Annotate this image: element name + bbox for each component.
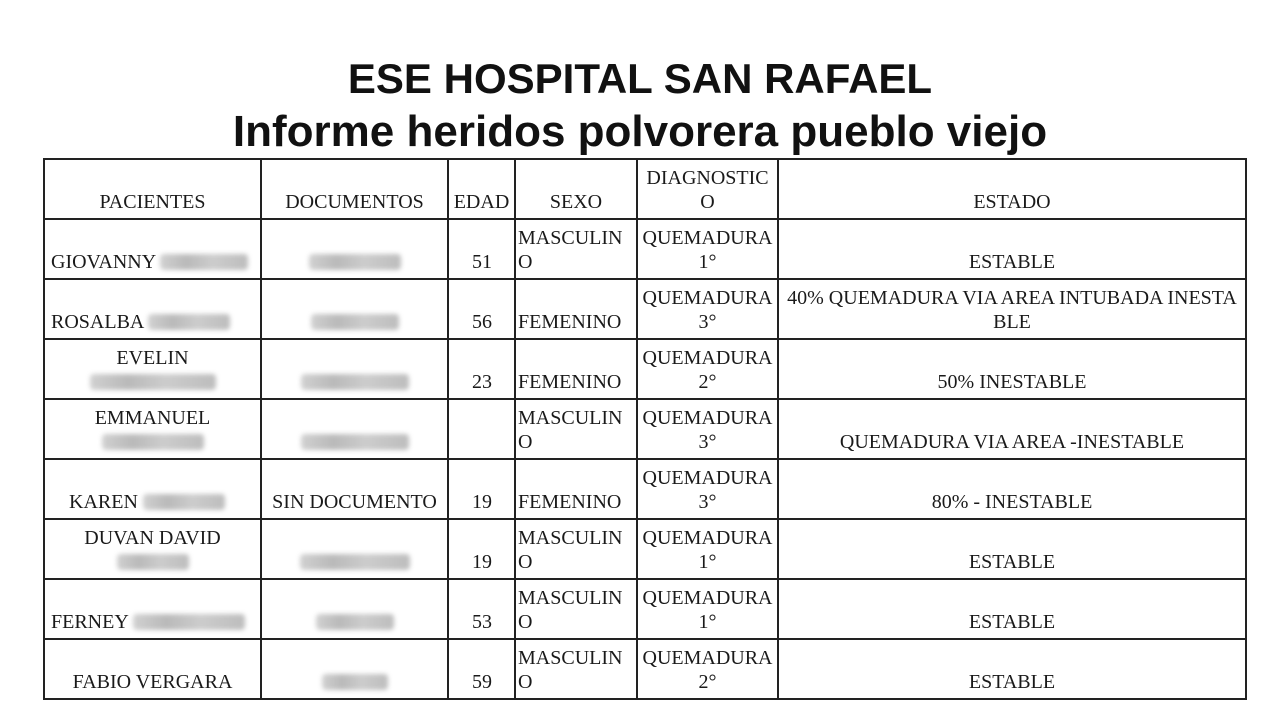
document-cell	[261, 339, 448, 399]
redacted-surname	[90, 374, 216, 390]
sex-cell: MASCULINO	[515, 519, 637, 579]
header-estado: ESTADO	[778, 159, 1246, 219]
diagnosis-cell: QUEMADURA3°	[637, 279, 778, 339]
header-edad: EDAD	[448, 159, 515, 219]
redacted-document	[316, 614, 394, 630]
sex-cell: MASCULINO	[515, 399, 637, 459]
document-cell: SIN DOCUMENTO	[261, 459, 448, 519]
redacted-surname	[160, 254, 248, 270]
diagnosis-cell: QUEMADURA 2°	[637, 639, 778, 699]
redacted-document	[301, 374, 409, 390]
patient-name-cell	[44, 279, 261, 339]
document-cell	[261, 639, 448, 699]
patient-name-cell	[44, 639, 261, 699]
header-diagnostico: DIAGNOSTICO	[637, 159, 778, 219]
age-cell: 19	[448, 459, 515, 519]
patient-name: EMMANUEL	[94, 407, 211, 429]
header-pacientes: PACIENTES	[44, 159, 261, 219]
table-row	[44, 279, 1246, 339]
age-cell: 19	[448, 519, 515, 579]
table-header-row	[44, 159, 1246, 219]
redacted-document	[301, 434, 409, 450]
sex-cell: FEMENINO	[515, 279, 637, 339]
table-row	[44, 339, 1246, 399]
age-cell: 53	[448, 579, 515, 639]
redacted-surname	[133, 614, 245, 630]
document-cell	[261, 279, 448, 339]
age-cell: 23	[448, 339, 515, 399]
document-cell	[261, 399, 448, 459]
status-cell: ESTABLE	[778, 219, 1246, 279]
document-cell	[261, 519, 448, 579]
status-cell: ESTABLE	[778, 519, 1246, 579]
table-row	[44, 579, 1246, 639]
header-sexo: SEXO	[515, 159, 637, 219]
report-title: ESE HOSPITAL SAN RAFAEL	[347, 55, 933, 102]
header-documentos: DOCUMENTOS	[261, 159, 448, 219]
age-cell: 51	[448, 219, 515, 279]
patient-name: EVELIN	[116, 347, 189, 369]
age-cell	[448, 399, 515, 459]
diagnosis-cell: QUEMADURA 1°	[637, 579, 778, 639]
patient-name: FERNEY	[51, 611, 129, 633]
diagnosis-cell: QUEMADURA 2°	[637, 339, 778, 399]
patient-name-cell	[44, 579, 261, 639]
document-cell	[261, 219, 448, 279]
patient-name-cell	[44, 219, 261, 279]
sex-cell: MASCULINO	[515, 579, 637, 639]
report-subtitle: Informe heridos polvorera pueblo viejo	[232, 107, 1048, 156]
patient-name-cell	[44, 459, 261, 519]
diagnosis-cell: QUEMADURA 3°	[637, 399, 778, 459]
patient-name: ROSALBA	[51, 311, 144, 333]
sex-cell: MASCULINO	[515, 639, 637, 699]
status-cell: 80% - INESTABLE	[778, 459, 1246, 519]
patient-name-cell	[44, 399, 261, 459]
sex-cell: MASCULINO	[515, 219, 637, 279]
patient-name: KAREN	[69, 491, 138, 513]
patients-table	[43, 158, 1247, 700]
redacted-document	[322, 674, 388, 690]
document-cell	[261, 579, 448, 639]
age-cell: 56	[448, 279, 515, 339]
patient-name: GIOVANNY	[51, 251, 156, 273]
sex-cell: FEMENINO	[515, 339, 637, 399]
patient-name: FABIO VERGARA	[72, 671, 233, 693]
patient-name-cell	[44, 339, 261, 399]
diagnosis-cell: QUEMADURA 3°	[637, 459, 778, 519]
table-row	[44, 459, 1246, 519]
redacted-surname	[148, 314, 230, 330]
diagnosis-cell: QUEMADURA 1°	[637, 219, 778, 279]
table-row	[44, 219, 1246, 279]
redacted-surname	[102, 434, 204, 450]
status-cell: QUEMADURA VIA AREA -INESTABLE	[778, 399, 1246, 459]
patient-name-cell	[44, 519, 261, 579]
status-cell: ESTABLE	[778, 639, 1246, 699]
redacted-document	[300, 554, 410, 570]
diagnosis-cell: QUEMADURA 1°	[637, 519, 778, 579]
status-cell: ESTABLE	[778, 579, 1246, 639]
patient-name: DUVAN DAVID	[84, 527, 221, 549]
status-cell: 50% INESTABLE	[778, 339, 1246, 399]
redacted-surname	[143, 494, 225, 510]
table-row	[44, 639, 1246, 699]
table-row	[44, 519, 1246, 579]
table-row	[44, 399, 1246, 459]
sex-cell: FEMENINO	[515, 459, 637, 519]
age-cell: 59	[448, 639, 515, 699]
redacted-surname	[117, 554, 189, 570]
redacted-document	[309, 254, 401, 270]
redacted-document	[311, 314, 399, 330]
status-cell: 40% QUEMADURA VIA AREA INTUBADA INESTABLE	[778, 279, 1246, 339]
